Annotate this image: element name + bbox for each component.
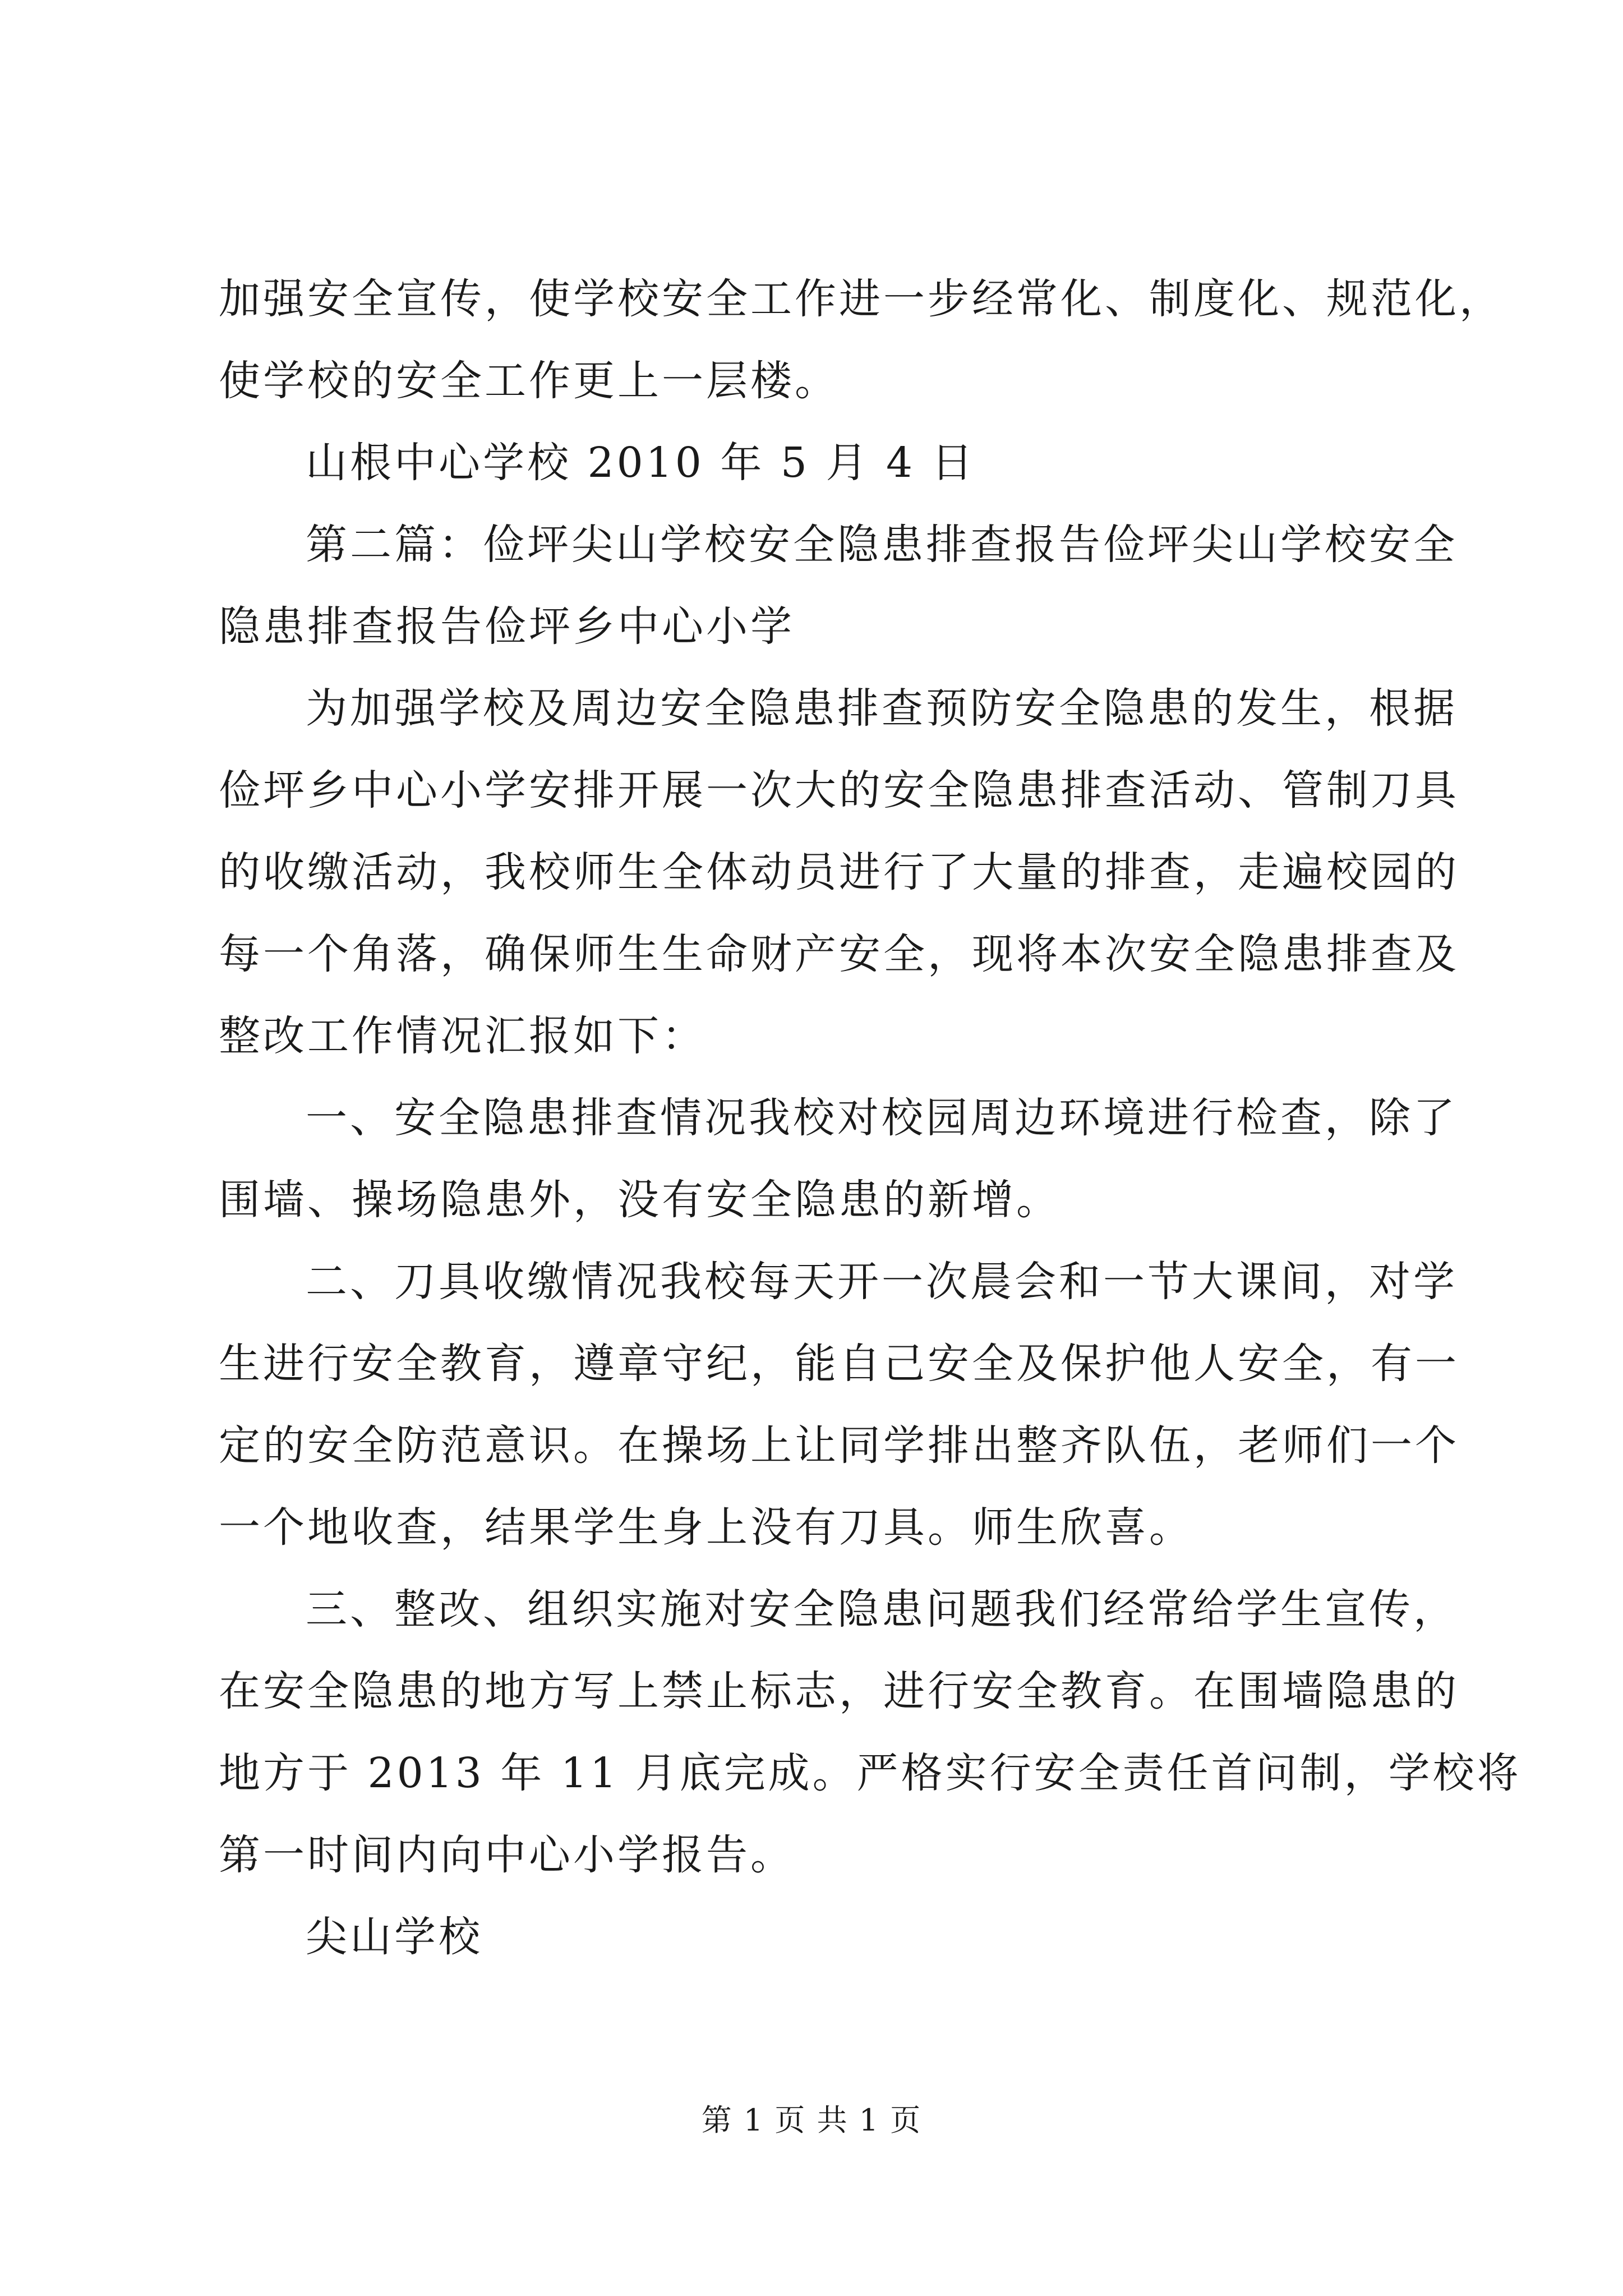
paragraph-line: 一个地收查，结果学生身上没有刀具。师生欣喜。 bbox=[219, 1503, 1193, 1552]
signature-line: 尖山学校 bbox=[306, 1913, 483, 1961]
paragraph-line: 三、整改、组织实施对安全隐患问题我们经常给学生宣传， bbox=[306, 1585, 1458, 1634]
paragraph-line: 为加强学校及周边安全隐患排查预防安全隐患的发生，根据 bbox=[306, 684, 1458, 733]
paragraph-line: 一、安全隐患排查情况我校对校园周边环境进行检查，除了 bbox=[306, 1094, 1458, 1142]
signature-date-line: 山根中心学校 2010 年 5 月 4 日 bbox=[306, 439, 976, 487]
paragraph-line: 俭坪乡中心小学安排开展一次大的安全隐患排查活动、管制刀具 bbox=[219, 766, 1459, 815]
paragraph-line: 定的安全防范意识。在操场上让同学排出整齐队伍，老师们一个 bbox=[219, 1421, 1459, 1470]
section-title-line: 隐患排查报告俭坪乡中心小学 bbox=[219, 602, 795, 651]
paragraph-line: 整改工作情况汇报如下： bbox=[219, 1012, 706, 1060]
paragraph-line: 生进行安全教育，遵章守纪，能自己安全及保护他人安全，有一 bbox=[219, 1340, 1459, 1388]
paragraph-line: 加强安全宣传，使学校安全工作进一步经常化、制度化、规范化， bbox=[219, 275, 1504, 323]
paragraph-line: 第一时间内向中心小学报告。 bbox=[219, 1831, 795, 1879]
paragraph-line: 使学校的安全工作更上一层楼。 bbox=[219, 357, 839, 405]
paragraph-line: 地方于 2013 年 11 月底完成。严格实行安全责任首问制，学校将 bbox=[219, 1749, 1521, 1797]
paragraph-line: 的收缴活动，我校师生全体动员进行了大量的排查，走遍校园的 bbox=[219, 848, 1459, 896]
paragraph-line: 每一个角落，确保师生生命财产安全，现将本次安全隐患排查及 bbox=[219, 930, 1459, 978]
paragraph-line: 二、刀具收缴情况我校每天开一次晨会和一节大课间，对学 bbox=[306, 1258, 1458, 1306]
document-body bbox=[219, 258, 1521, 1978]
section-title-line: 第二篇：俭坪尖山学校安全隐患排查报告俭坪尖山学校安全 bbox=[306, 521, 1458, 569]
paragraph-line: 围墙、操场隐患外，没有安全隐患的新增。 bbox=[219, 1176, 1061, 1224]
page-footer: 第 1 页 共 1 页 bbox=[701, 2102, 922, 2138]
paragraph-line: 在安全隐患的地方写上禁止标志，进行安全教育。在围墙隐患的 bbox=[219, 1667, 1459, 1715]
